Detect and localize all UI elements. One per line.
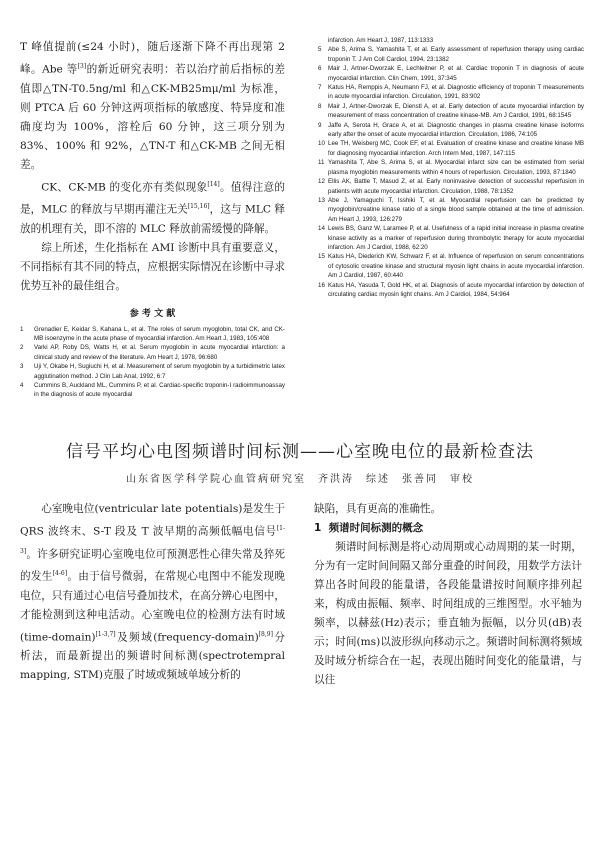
reference-text: Katus HA, Yasuda T, Gold HK, et al. Diagnosis of acute myocardial infarction by detection of circulating cardiac myosin light chains. Am J Cardiol, 1984, 54:964 [328, 281, 584, 298]
bottom-right-column [314, 500, 582, 690]
reference-number: 8 [318, 102, 322, 110]
reference-item [20, 381, 285, 400]
reference-item [318, 158, 584, 177]
reference-text: Abe J, Yamaguchi T, Isshiki T, et al. Myocardial reperfusion can be predicted by myoglobin/creatine kinase ratio of a single blood sample obtained at the time of admission. Am Heart J, 1993, 126:279 [328, 196, 584, 223]
paragraph: 综上所述，生化指标在 AMI 诊断中具有重要意义，不同指标有其不同的特点，应根据实际情况在诊断中寻求优势互补的最佳组合。 [20, 241, 285, 292]
reference-number: 2 [20, 344, 24, 352]
paragraph: CK、CK-MB 的变化亦有类似现象[14]。值得注意的是，MLC 的释放与早期再灌注无关[15,16]，这与 MLC 释放的机理有关，即不溶的 MLC 释放前需缓慢的降解。 [20, 180, 285, 235]
reference-text: Uji Y, Okabe H, Sugiuchi H, et al. Measurement of serum myoglobin by a turbidimetric latex agglutination method. J Clin Lab Anal, 1992, 6:7 [34, 363, 285, 380]
reference-text: Lee TH, Weisberg MC, Cook EF, et al. Evaluation of creatine kinase and creatine kinase MB for diagnosing myocardial infarction. Arch Intern Med, 1987, 147:115 [328, 140, 584, 157]
reference-text: Yamashita T, Abe S, Arima S, et al. Myocardial infarct size can be estimated from serial plasma myoglobin measurements within 4 hours of reperfusion. Circulation, 1993, 87:1840 [328, 159, 584, 176]
reference-item [318, 83, 584, 102]
reference-item [318, 281, 584, 300]
reference-text: Abe S, Arima S, Yamashita T, et al. Early assessment of reperfusion therapy using cardiac troponin T. J Am Coll Cardiol, 1994, 23:1382 [328, 46, 584, 63]
reference-number: 4 [20, 382, 24, 390]
reference-text: Katus HA, Remppis A, Neumann FJ, et al. Diagnostic efficiency of troponin T measurements in acute myocardial infarction. Circulation, 1991, 83:902 [328, 84, 584, 101]
reference-item [20, 325, 285, 344]
reference-item [20, 362, 285, 381]
reference-text: infarction. Am Heart J, 1987, 113:1333 [328, 37, 434, 44]
reference-number: 14 [318, 225, 325, 233]
reference-item [318, 121, 584, 140]
top-left-column [20, 38, 285, 400]
reference-item [20, 343, 285, 362]
paragraph: 心室晚电位(ventricular late potentials)是发生于 QRS 波终末、S-T 段及 T 波早期的高频低幅电信号[1-3]。许多研究证明心室晚电位可预测恶性心律失常及猝死的发生[4-6]。由于信号微弱，在常规心电图中不能发现晚电位，只有通过心电信号叠加技术，在高分辨心电图中，才能检测到这种电活动。心室晚电位的检测方法有时域(time-domain)[1-3,7]及频域(frequency-domain)[8,9]分析法，而最新提出的频谱时间标测(spectrotempral mapping, STM)克服了时域或频域单域分析的 [20, 503, 286, 682]
reference-item [318, 224, 584, 252]
body-text-top-left [20, 38, 285, 296]
reference-item [318, 102, 584, 121]
reference-item [318, 45, 584, 64]
reference-number [318, 36, 328, 45]
reference-number: 12 [318, 178, 325, 186]
reference-text: Lewis BS, Ganz W, Laramee P, et al. Usefulness of a rapid initial increase in plasma creatine kinase activity as a marker of reperfusion during thrombolytic therapy for acute myocardial infarction. Am J Cardiol, 1988, 62:20 [328, 225, 584, 251]
reference-number: 9 [318, 121, 322, 129]
reference-list-left [20, 325, 285, 400]
section-number: 1 [314, 522, 322, 534]
paragraph-lead: 缺陷，具有更高的准确性。 [314, 503, 442, 515]
reference-text: Jaffe A, Serota H, Grace A, et al. Diagnostic changes in plasma creatine kinase isoforms early after the onset of acute myocardial infarction. Circulation, 1986, 74:105 [328, 121, 584, 139]
reference-text: Grenadier E, Keidar S, Kahana L, et al. The roles of serum myoglobin, total CK, and CK-MB isoenzyme in the acute phase of myocardial infarction. Am Heart J, 1983, 105:408 [34, 325, 285, 342]
references-heading: 参 考 文 献 [129, 308, 176, 319]
reference-item [318, 139, 584, 158]
reference-number: 10 [318, 140, 325, 148]
reference-text: Mair J, Artner-Dworzak E, Dienstl A, et al. Early detection of acute myocardial infarction by measurement of mass concentration of creatine kinase-MB. Am J Cardiol, 1991, 68:1545 [328, 102, 584, 120]
reference-item [318, 36, 584, 45]
reference-item [318, 196, 584, 224]
reference-number: 7 [318, 84, 322, 92]
reference-item [318, 64, 584, 83]
reference-item [318, 177, 584, 196]
top-right-column [318, 36, 584, 299]
reference-number: 1 [20, 325, 24, 333]
section-heading [314, 519, 582, 538]
reference-number: 13 [318, 196, 325, 204]
paragraph: T 峰值提前(≤24 小时)，随后逐渐下降不再出现第 2 峰。Abe 等[3]的新近研究表明：若以治疗前后指标的差值即△TN-T0.5ng/ml 和△CK-MB25mμ/ml 为标准，则 PTCA 后 60 分钟这两项指标的敏感度、特异度和准确度均为 100%，溶栓后 60 分钟，这三项分别为 83%、100% 和 92%，△TN-T 和△CK-MB 之间无相差。 [20, 41, 286, 171]
reference-item [318, 252, 584, 280]
reference-number: 3 [20, 363, 24, 371]
bottom-left-column [20, 500, 285, 685]
reference-number: 6 [318, 65, 322, 73]
article-title: 信号平均心电图频谱时间标测——心室晚电位的最新检查法 [66, 442, 534, 462]
reference-text: Varki AP, Roby DS, Watts H, et al. Serum myoglobin in acute myocardial infarction: a clinical study and review of the literature. Am Heart J, 1978, 96:680 [34, 344, 285, 361]
reference-text: Mair J, Artner-Dworzak E, Lechleitner P, et al. Cardiac troponin T in diagnosis of acute myocardial infarction. Clin Chem, 1991, 37:345 [328, 65, 584, 82]
reference-list-right [318, 36, 584, 299]
reference-text: Katus HA, Diederich KW, Schwarz F, et al. Influence of reperfusion on serum concentrations of cytosolic creatine kinase and structural myosin light chains in acute myocardial infarction. Am J Cardiol, 1987, 60:440 [328, 253, 584, 280]
reference-text: Cummins B, Auckland ML, Cummins P, et al. Cardiac-specific troponin-I radioimmunoassay in the diagnosis of acute myocardial [34, 382, 285, 399]
section-title: 频谱时间标测的概念 [328, 522, 424, 534]
paragraph: 频谱时间标测是将心动周期或心动周期的某一时期，分为有一定时间间隔又部分重叠的时间段，用数学方法计算出各时间段的能量谱，各段能量谱按时间顺序排列起来，构成由振幅、频率、时间组成的三维图型。水平轴为频率，以赫兹(Hz)表示；垂直轴为振幅，以分贝(dB)表示；时间(ms)以波形纵向移动示之。频谱时间标测将频域及时域分析综合在一起，表现出随时间变化的能量谱，与以往 [314, 541, 582, 686]
reference-number: 15 [318, 253, 325, 261]
reference-number: 5 [318, 46, 322, 54]
reference-number: 16 [318, 281, 325, 289]
reference-number: 11 [318, 159, 325, 167]
reference-text: Ellis AK, Battle T, Masud Z, et al. Early noninvasive detection of successful reperfusion in patients with acute myocardial infarction. Circulation, 1988, 78:1352 [328, 178, 584, 195]
article-authors: 山东省医学科学院心血管病研究室 齐洪涛 综述 张善同 审校 [126, 474, 474, 485]
